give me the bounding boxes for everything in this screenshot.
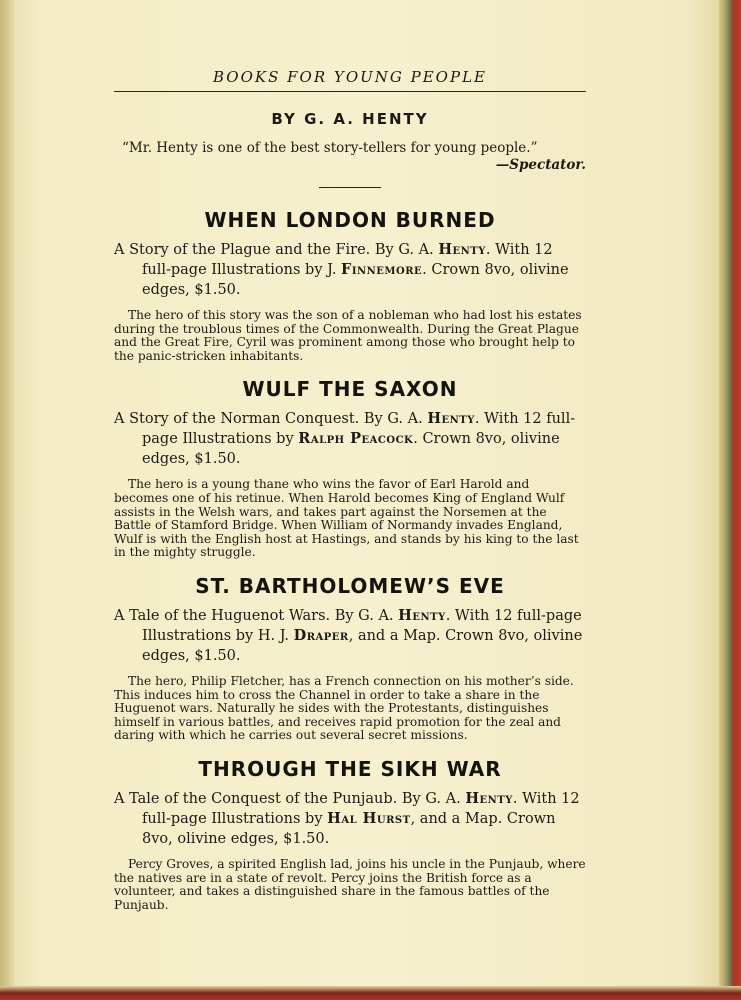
running-head: BOOKS FOR YOUNG PEOPLE — [213, 68, 487, 86]
book-blurb: Percy Groves, a spirited English lad, joins his uncle in the Punjaub, where the natives are in a state of revolt. Percy joins the British force as a volunteer, and takes a distinguished share in the famous battles of the Punjaub. — [114, 856, 586, 912]
illustrator-name: Draper — [293, 626, 349, 644]
running-head-rule — [114, 91, 586, 92]
author-name: Henty — [465, 789, 513, 807]
section-rule — [319, 187, 381, 188]
page-bottom-edge — [0, 986, 741, 1000]
desc-text: . With 12 full-page Illustrations by — [142, 790, 580, 827]
desc-text: . Crown 8vo, olivine edges, $1.50. — [142, 262, 569, 298]
desc-text: A Story of the Norman Conquest. By G. A. — [114, 411, 428, 428]
book-blurb: The hero of this story was the son of a nobleman who had lost his estates during the troublous times of the Commonwealth. During the Great Plague and the Great Fire, Cyril was prominent among those who brought help to the panic-stricken inhabitants. — [114, 308, 582, 363]
book-title: THROUGH THE SIKH WAR — [198, 756, 502, 781]
desc-text: A Story of the Plague and the Fire. By G. A. — [114, 242, 439, 258]
book-entry — [114, 377, 586, 560]
book-blurb: The hero is a young thane who wins the favor of Earl Harold and becomes one of his retinue. When Harold becomes King of England Wulf assists in the Welsh wars, and takes part against the Norsemen at the Battle of Stamford Bridge. When William of Normandy invades England, Wulf is with the English host at Hastings, and stands by his king to the last in the mighty struggle. — [114, 477, 579, 560]
book-description — [114, 606, 586, 666]
review-quote — [122, 139, 586, 173]
author-name: Henty — [438, 241, 486, 258]
desc-text: . With 12 full-page Illustrations by H. J. — [142, 607, 582, 644]
desc-text: . With 12 full-page Illustrations by J. — [142, 242, 553, 278]
book-title: WHEN LONDON BURNED — [204, 208, 496, 232]
illustrator-name: Finnemore — [341, 261, 423, 278]
desc-text: , and a Map. Crown 8vo, olivine edges, $1.50. — [142, 627, 583, 664]
author-name: Henty — [398, 606, 446, 624]
quote-source: —Spectator. — [495, 157, 586, 173]
binding-right-edge — [719, 0, 741, 1000]
book-description — [114, 409, 586, 469]
quote-text: “Mr. Henty is one of the best story-tellers for young people.” — [122, 140, 538, 156]
book-title: WULF THE SAXON — [242, 377, 458, 402]
illustrator-name: Hal Hurst — [327, 809, 411, 827]
binding-left-edge — [0, 0, 14, 1000]
book-entry — [114, 574, 586, 743]
desc-text: A Tale of the Conquest of the Punjaub. By G. A. — [114, 790, 466, 807]
book-title: ST. BARTHOLOMEW’S EVE — [195, 573, 505, 598]
desc-text: . With 12 full-page Illustrations by — [142, 411, 576, 448]
illustrator-name: Ralph Peacock — [298, 430, 414, 448]
author-name: Henty — [427, 410, 475, 428]
desc-text: A Tale of the Huguenot Wars. By G. A. — [114, 607, 399, 624]
book-blurb: The hero, Philip Fletcher, has a French connection on his mother’s side. This induces him to cross the Channel in order to take a share in the Huguenot wars. Naturally he sides with the Protestants, distinguishes himself in various battles, and receives rapid promotion for the zeal and daring with which he carries out several secret missions. — [114, 673, 574, 743]
desc-text: . Crown 8vo, olivine edges, $1.50. — [142, 431, 560, 468]
book-entry — [114, 757, 586, 912]
book-entry — [114, 208, 586, 363]
book-description — [114, 789, 586, 849]
author-heading: BY G. A. HENTY — [271, 110, 429, 128]
desc-text: , and a Map. Crown 8vo, olivine edges, $1.50. — [142, 810, 556, 847]
book-description — [114, 240, 586, 300]
page-content — [114, 60, 586, 912]
